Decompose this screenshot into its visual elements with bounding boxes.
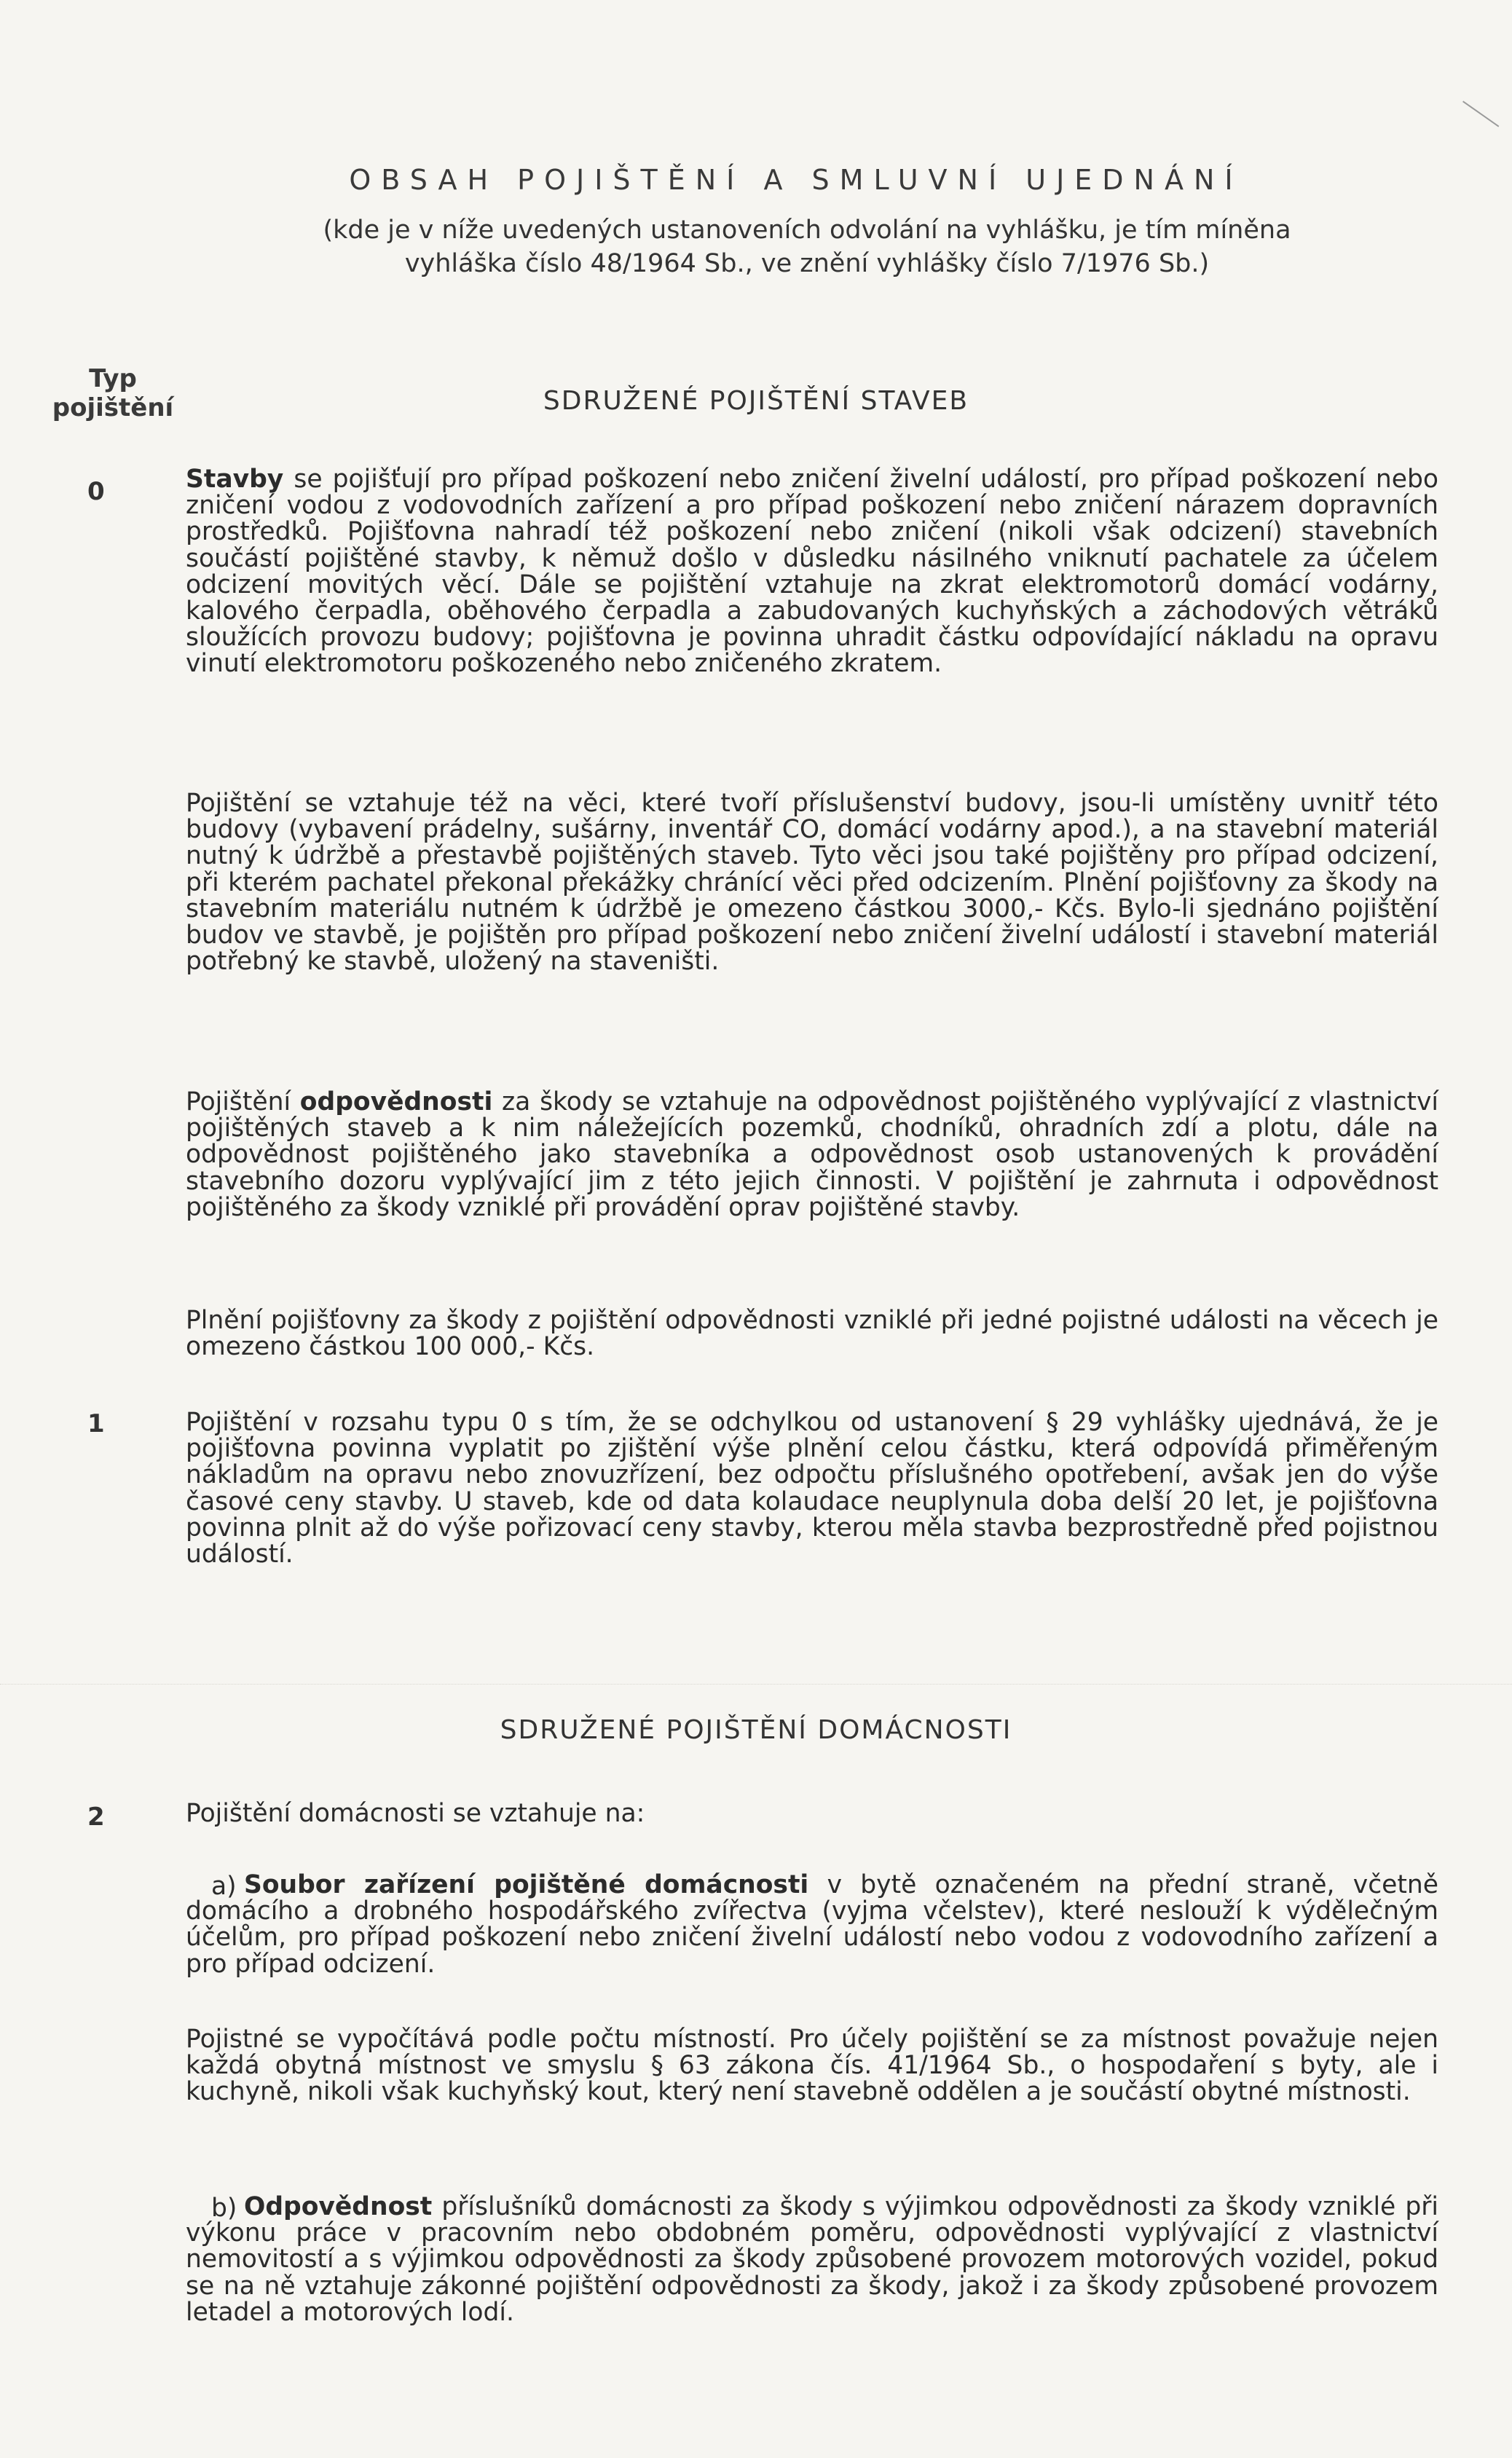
type0-p3-prefix: Pojištění <box>186 1087 300 1116</box>
section-divider <box>0 1684 1512 1685</box>
item-b-label: b) <box>211 2194 237 2223</box>
type-label-line2: pojištění <box>52 393 174 422</box>
type0-text-1: se pojišťují pro případ poškození nebo zničení živelní událostí, pro případ poškození nebo zničení vodou z vodovodních zařízení a pro případ poškození nebo zničení nárazem dopravních prostředků. Pojišťovna nahradí též poškození nebo zničení (nikoli však odcizení) stavebních součástí pojištěné stavby, k němuž došlo v důsledku násilného vniknutí pachatele za účelem odcizení movitých věcí. Dále se pojištění vztahuje na zkrat elektromotorů domácí vodárny, kalového čerpadla, oběhového čerpadla a zabudovaných kuchyňských a záchodových větráků sloužících provozu budovy; pojišťovna je povinna uhradit částku odpovídající nákladu na opravu vinutí elektromotoru poškozeného nebo zničeného zkratem. <box>186 465 1438 679</box>
type0-paragraph-2: Pojištění se vztahuje též na věci, které tvoří příslušenství budovy, jsou-li umístěny uvnitř této budovy (vybavení prádelny, sušárny, inventář CO, domácí vodárny apod.), a na stavební materiál nutný k údržbě a přestavbě pojištěných staveb. Tyto věci jsou také pojištěny pro případ odcizení, při kterém pachatel překonal překážky chránící věci před odcizením. Plnění pojišťovny za škody na stavebním materiálu nutném k údržbě je omezeno částkou 3000,- Kčs. Bylo-li sjednáno pojištění budov ve stavbě, je pojištěn pro případ poškození nebo zničení živelní událostí i stavební materiál potřebný ke stavbě, uložený na staveništi. <box>186 789 1438 977</box>
type-code-2: 2 <box>87 1803 105 1832</box>
type2-intro: Pojištění domácnosti se vztahuje na: <box>186 1799 645 1828</box>
item-b-lead: Odpovědnost <box>244 2192 433 2221</box>
item-b-paragraph <box>186 2194 1438 2325</box>
type0-paragraph-1 <box>186 466 1438 677</box>
type-label-line1: Typ <box>89 364 137 393</box>
type0-lead-buildings: Stavby <box>186 465 284 494</box>
document-subtitle-line2: vyhláška číslo 48/1964 Sb., ve znění vyhlášky číslo 7/1976 Sb.) <box>404 249 1210 278</box>
document-title: OBSAH POJIŠTĚNÍ A SMLUVNÍ UJEDNÁNÍ <box>349 164 1243 196</box>
type1-paragraph: Pojištění v rozsahu typu 0 s tím, že se odchylkou od ustanovení § 29 vyhlášky ujednává, že je pojišťovna povinna vyplatit po zjištění výše plnění celou částku, která odpovídá přiměřeným nákladům na opravu nebo znovuzřízení, bez odpočtu příslušného opotřebení, avšak jen do výše časové ceny stavby. U staveb, kde od data kolaudace neuplynula doba delší 20 let, je pojišťovna povinna plnit až do výše pořizovací ceny stavby, kterou měla stavba bezprostředně před pojistnou událostí. <box>186 1408 1438 1569</box>
section-title-buildings: SDRUŽENÉ POJIŠTĚNÍ STAVEB <box>543 386 969 416</box>
item-a-label: a) <box>211 1872 237 1901</box>
scan-mark <box>1438 101 1500 162</box>
item-a-paragraph-2: Pojistné se vypočítává podle počtu místností. Pro účely pojištění se za místnost považuje nejen každá obytná místnost ve smyslu § 63 zákona čís. 41/1964 Sb., o hospodaření s byty, ale i kuchyně, nikoli však kuchyňský kout, který není stavebně oddělen a je součástí obytné místnosti. <box>186 2025 1438 2107</box>
item-b-text: příslušníků domácnosti za škody s výjimkou odpovědnosti za škody vzniklé při výkonu práce v pracovním nebo obdobném poměru, odpovědnosti vyplývající z vlastnictví nemovitostí a s výjimkou odpovědnosti za škody způsobené provozem motorových vozidel, pokud se na ně vztahuje zákonné pojištění odpovědnosti za škody, jakož i za škody způsobené provozem letadel a motorových lodí. <box>186 2192 1438 2327</box>
document-subtitle-line1: (kde je v níže uvedených ustanoveních odvolání na vyhlášku, je tím míněna <box>323 216 1291 245</box>
type-code-1: 1 <box>87 1409 105 1438</box>
section-title-household: SDRUŽENÉ POJIŠTĚNÍ DOMÁCNOSTI <box>500 1715 1012 1745</box>
type0-lead-liability: odpovědnosti <box>299 1087 493 1116</box>
type0-paragraph-3 <box>186 1089 1438 1221</box>
item-a-text: v bytě označeném na přední straně, včetně domácího a drobného hospodářského zvířectva (vyjma včelstev), které neslouží k výdělečným účelům, pro případ poškození nebo zničení živelní událostí nebo vodou z vodovodního zařízení a pro případ odcizení. <box>186 1870 1439 1979</box>
document-header <box>0 164 1512 280</box>
item-a-lead: Soubor zařízení pojištěné domácnosti <box>244 1870 809 1899</box>
type0-paragraph-4: Plnění pojišťovny za škody z pojištění odpovědnosti vzniklé při jedné pojistné události na věcech je omezeno částkou 100 000,- Kčs. <box>186 1306 1438 1362</box>
item-a-paragraph <box>186 1872 1438 1977</box>
type-code-0: 0 <box>87 477 105 506</box>
type0-text-3: za škody se vztahuje na odpovědnost pojištěného vyplývající z vlastnictví pojištěných staveb a k nim náležejících pozemků, chodníků, ohradních zdí a plotu, dále na odpovědnost pojištěného jako stavebníka a odpovědnost osob ustanovených k provádění stavebního dozoru vyplývající jim z této jejich činnosti. V pojištění je zahrnuta i odpovědnost pojištěného za škody vzniklé při provádění oprav pojištěné stavby. <box>186 1087 1438 1222</box>
